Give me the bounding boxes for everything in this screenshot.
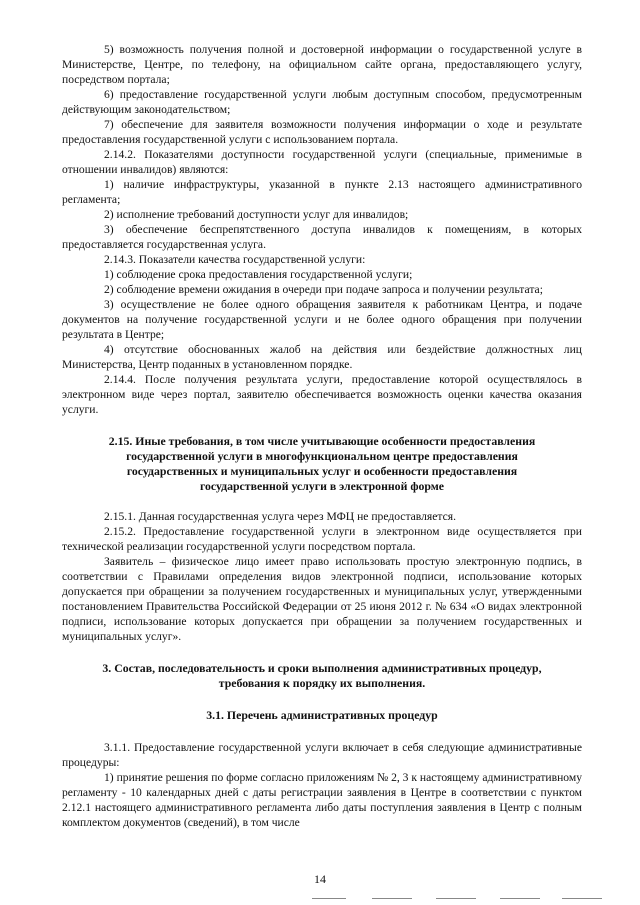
- paragraph: 1) соблюдение срока предоставления государственной услуги;: [104, 268, 413, 281]
- page-number: 14: [314, 872, 326, 886]
- paragraph: 3.1.1. Предоставление государственной услуги включает в себя следующие административные процедуры:: [62, 741, 582, 769]
- footer-rule: [312, 898, 346, 899]
- heading-line: государственных и муниципальных услуг и особенности предоставления: [126, 464, 518, 478]
- heading-line: 2.15. Иные требования, в том числе учитывающие особенности предоставления: [108, 434, 536, 448]
- paragraph: 7) обеспечение для заявителя возможности получения информации о ходе и результате предоставления государственной услуги с использованием портала.: [62, 118, 582, 146]
- heading-line: государственной услуги в многофункциональном центре предоставления: [126, 449, 518, 463]
- paragraph: Заявитель – физическое лицо имеет право использовать простую электронную подпись, в соответствии с Правилами определения видов электронной подписи, использование которых допускается при обращении за получением государственных и муниципальных услуг, утвержденными постановлением Правительства Российской Федерации от 25 июня 2012 г. № 634 «О видах электронной подписи, использование которых допускается при обращении за получением государственных и муниципальных услуг».: [62, 555, 582, 643]
- heading-line: 3. Состав, последовательность и сроки выполнения административных процедур,: [102, 661, 542, 675]
- paragraph: 5) возможность получения полной и достоверной информации о государственной услуге в Министерстве, Центре, по телефону, на официальном сайте органа, предоставляющего услугу, посредством портала;: [62, 43, 582, 86]
- paragraph: 2) соблюдение времени ожидания в очереди при подаче запроса и получении результата;: [104, 283, 543, 296]
- heading-line: требования к порядку их выполнения.: [218, 676, 426, 690]
- paragraph: 1) наличие инфраструктуры, указанной в пункте 2.13 настоящего административного регламента;: [62, 178, 582, 206]
- paragraph: 4) отсутствие обоснованных жалоб на действия или бездействие должностных лиц Министерства, Центр поданных в установленном порядке.: [62, 343, 582, 371]
- heading-line: государственной услуги в электронной форме: [199, 479, 445, 493]
- footer-rule: [372, 898, 412, 899]
- paragraph: 2.14.4. После получения результата услуги, предоставление которой осуществлялось в электронном виде через портал, заявителю обеспечивается возможность оценки качества оказания услуги.: [62, 373, 582, 416]
- section-heading-2-15: [62, 434, 582, 494]
- paragraph: 2.14.3. Показатели качества государственной услуги:: [104, 253, 366, 266]
- section-heading-3: [62, 661, 582, 691]
- paragraph: 2.15.2. Предоставление государственной услуги в электронном виде осуществляется при технической реализации государственной услуги посредством портала.: [62, 525, 582, 553]
- section-heading-3-1: 3.1. Перечень административных процедур: [206, 708, 438, 722]
- paragraph: 2.15.1. Данная государственная услуга через МФЦ не предоставляется.: [104, 510, 456, 523]
- footer-rule: [436, 898, 476, 899]
- paragraph: 3) обеспечение беспрепятственного доступа инвалидов к помещениям, в которых предоставляется государственная услуга.: [62, 223, 582, 251]
- paragraph: 1) принятие решения по форме согласно приложениям № 2, 3 к настоящему административному регламенту - 10 календарных дней с даты регистрации заявления в Центре в соответствии с пунктом 2.12.1 настоящего административного регламента либо даты поступления заявления в Центр с полным комплектом документов (сведений), в том числе: [62, 771, 582, 829]
- paragraph: 2) исполнение требований доступности услуг для инвалидов;: [104, 208, 409, 221]
- paragraph: 6) предоставление государственной услуги любым доступным способом, предусмотренным действующим законодательством;: [62, 88, 582, 116]
- document-body: [62, 42, 582, 830]
- footer-rule: [562, 898, 602, 899]
- paragraph: 2.14.2. Показателями доступности государственной услуги (специальные, применимые в отношении инвалидов) являются:: [62, 148, 582, 176]
- footer-rule: [500, 898, 540, 899]
- paragraph: 3) осуществление не более одного обращения заявителя к работникам Центра, и подаче документов на получение государственной услуги и не более одного обращения при получении результата в Центре;: [62, 298, 582, 341]
